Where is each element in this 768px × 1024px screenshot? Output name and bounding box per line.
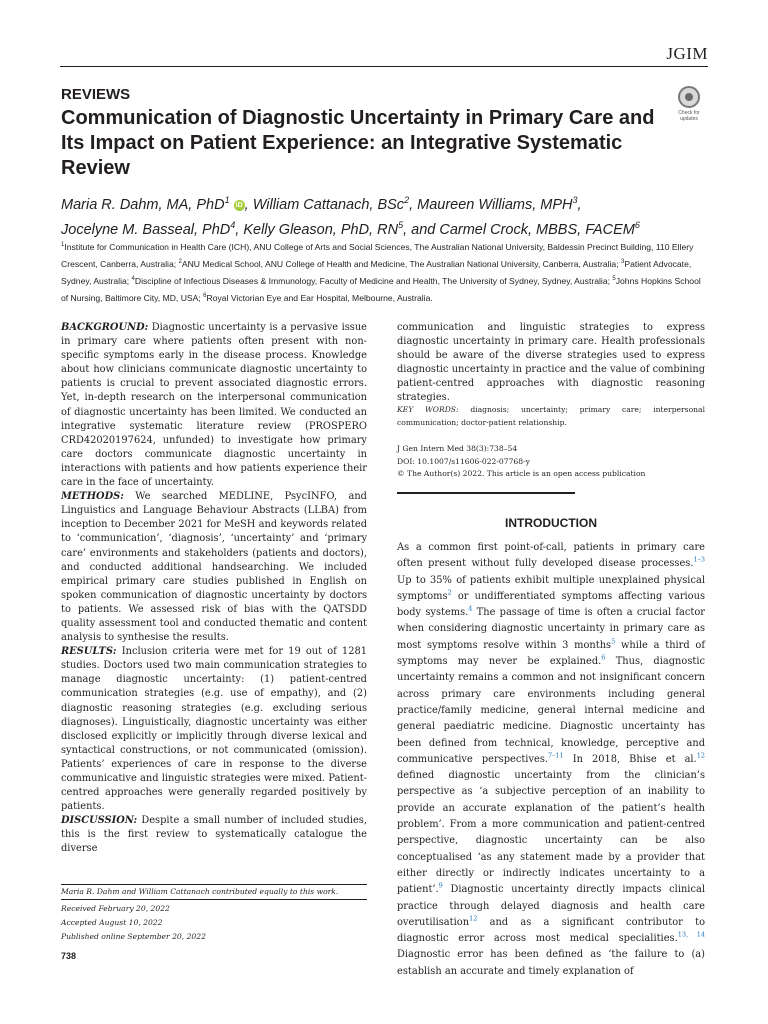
citation-reference[interactable]: 6: [601, 653, 606, 662]
publication-dates: [61, 902, 367, 944]
orcid-icon[interactable]: iD: [235, 201, 243, 209]
author-name: Carmel Crock, MBBS, FACEM: [439, 221, 635, 238]
author-name: Jocelyne M. Basseal, PhD: [61, 221, 231, 238]
introduction-heading: INTRODUCTION: [505, 516, 597, 530]
abstract-discussion: DISCUSSION: Despite a small number of included studies, this is the first review to systematically catalogue the diverse: [61, 815, 367, 855]
page-number: 738: [61, 951, 77, 961]
affiliations: $^1$Institute for Communication in Health Care (ICH), ANU College of Arts and Social Sciences, The Australian National University, Baldessin Precinct Building, 110 Ellery Crescent, Canberra, Australia; $^2$ANU Medical School, ANU College of Health and Medicine, The Australian National University, Canberra, Australia; $^3$Patient Advocate, Sydney, Australia; $^4$Discipline of Infectious Diseases & Immunology, Faculty of Medicine and Health, The University of Sydney, Sydney, Australia; $^5$Johns Hopkins School of Nursing, Baltimore City, MD, USA; $^6$Royal Victorian Eye and Ear Hospital, Melbourne, Australia.: [61, 241, 701, 303]
intro-text: while a third of symptoms may never be explained.: [397, 639, 705, 668]
article-title: Communication of Diagnostic Uncertainty in Primary Care and Its Impact on Patient Experience: an Integrative Systematic Review: [61, 107, 655, 179]
intro-text: In 2018, Bhise et al.: [563, 753, 697, 765]
received-date: Received February 20, 2022: [61, 904, 170, 913]
intro-text: or undifferentiated symptoms affecting various body systems.: [397, 590, 705, 619]
footnote-rule-2: [61, 899, 367, 900]
intro-text: Diagnostic error has been defined as ‘the failure to (a) establish an accurate and timely explanation of: [397, 949, 705, 977]
abstract: [61, 321, 367, 857]
intro-text: As a common first point-of-call, patients in primary care often present without fully developed disease processes.: [397, 542, 705, 570]
check-for-updates-badge[interactable]: [670, 86, 708, 124]
intro-text: The passage of time is often a crucial factor when considering diagnostic uncertainty in primary care as most symptoms resolve within 3 months: [397, 607, 705, 651]
accepted-date: Accepted August 10, 2022: [61, 918, 163, 927]
abstract-results: RESULTS: Inclusion criteria were met for 19 out of 1281 studies. Doctors used two main communication strategies to manage diagnostic uncertainty: (1) patient-centred communication strategies (e.g. use of empathy), and (2) diagnostic reasoning strategies (e.g. excluding serious diagnoses). Linguistically, diagnostic uncertainty was either disclosed explicitly or implicitly through diverse lexical and syntactical constructions, or not communicated (omission). Patients’ experiences of care in response to the diverse communicative and linguistic strategies were mixed. Patient-centred approaches were generally regarded positively by patients.: [61, 646, 367, 813]
keywords: KEY WORDS: diagnosis; uncertainty; primary care; interpersonal communication; doctor-patient relationship.: [397, 405, 705, 427]
citation-reference[interactable]: 13, 14: [677, 930, 705, 939]
intro-text: and as a significant contributor to diagnostic error across most medical specialities.: [397, 916, 705, 945]
header-rule: [60, 66, 708, 67]
intro-text: Up to 35% of patients exhibit multiple unexplained physical symptoms: [397, 574, 705, 602]
citation-reference[interactable]: 4: [468, 604, 473, 613]
author-name: Maureen Williams, MPH: [417, 196, 573, 213]
citation-reference[interactable]: 7–11: [548, 751, 564, 760]
author-list: Maria R. Dahm, MA, PhD$^1$ iD , William Cattanach, BSc$^2$, Maureen Williams, MPH$^3$, Jocelyne M. Basseal, PhD$^4$, Kelly Gleason, PhD, $RN^5$, and Carmel Crock, MBBS, FACEM$^6$: [61, 195, 640, 238]
citation-reference[interactable]: 9: [438, 881, 443, 890]
author-name: Maria R. Dahm, MA, PhD: [61, 196, 225, 213]
author-affiliation-number: 1: [224, 195, 230, 205]
published-date: Published online September 20, 2022: [61, 932, 206, 941]
contribution-note: Maria R. Dahm and William Cattanach contributed equally to this work.: [61, 887, 339, 896]
intro-text: Thus, diagnostic uncertainty remains a common and not insignificant concern across primary care environments including general practice/family medicine, general internal medicine and general paediatric medicine. Diagnostic uncertainty has been defined from technical, knowledge, perceptive and communicative perspectives.: [397, 656, 705, 765]
abstract-background: BACKGROUND: Diagnostic uncertainty is a pervasive issue in primary care where patients often present with non-specific symptoms early in the disease process. Knowledge about how clinicians communicate diagnostic uncertainty to patients is crucial to prevent associated diagnostic errors. Yet, in-depth research on the interpersonal communication of diagnostic uncertainty has been limited. We conducted an integrative systematic literature review (PROSPERO CRD42020197624, unfunded) to investigate how primary care doctors communicate diagnostic uncertainty in interactions with patients and how patients experience their care in the face of uncertainty.: [61, 322, 367, 489]
license-statement: © The Author(s) 2022. This article is an open access publication: [397, 469, 646, 478]
citation-reference[interactable]: 12: [469, 914, 478, 923]
journal-name: JGIM: [666, 44, 708, 63]
citation-reference[interactable]: 2: [447, 588, 452, 597]
abstract-discussion-continued: communication and linguistic strategies to express diagnostic uncertainty in primary care. Health professionals should be aware of the diverse strategies used to express diagnostic uncertainty in practice and the value of combining patient-centred approaches with diagnostic reasoning strategies.: [397, 322, 705, 404]
abstract-divider: [397, 492, 575, 494]
check-updates-label: Check for updates: [678, 110, 700, 122]
footnote-rule: [61, 884, 367, 885]
citation-reference[interactable]: 1–3: [693, 556, 705, 565]
citation-info: [397, 443, 705, 481]
abstract-methods: METHODS: We searched MEDLINE, PsycINFO, and Linguistics and Language Behaviour Abstracts (LLBA) from inception to December 2021 for MeSH and keywords related to ‘communication’, ‘diagnosis’, ‘uncertainty’ and ‘primary care’ environments and stakeholders (patients and doctors), and conducted additional handsearching. We included empirical primary care studies published in English on spoken communication of diagnostic uncertainty by doctors to patients. We assessed risk of bias with the QATSDD quality assessment tool and conducted thematic and content analysis to synthesise the results.: [61, 491, 367, 644]
section-label: REVIEWS: [61, 86, 131, 103]
citation-reference[interactable]: 5: [611, 637, 616, 646]
intro-text: Diagnostic uncertainty directly impacts clinical practice through delayed diagnosis and health care overutilisation: [397, 884, 705, 928]
author-name: Kelly Gleason, PhD, RN: [243, 221, 399, 238]
author-name: William Cattanach, BSc: [252, 196, 405, 213]
intro-text: defined diagnostic uncertainty from the clinician’s perspective as ‘a subjective perception of an inability to provide an accurate explanation of the patient’s health problem’. From a more communication and patient-centred perspective, diagnostic uncertainty can be also conceptualised ‘as any statement made by a provider that either directly or indirectly indicates uncertainty to a patient’.: [397, 770, 705, 896]
introduction-body: [397, 540, 705, 980]
doi-link[interactable]: DOI: 10.1007/s11606-022-07768-y: [397, 456, 530, 466]
check-updates-icon: [678, 86, 700, 108]
citation-reference[interactable]: 12: [696, 751, 705, 760]
journal-reference: J Gen Intern Med 38(3):738–54: [397, 444, 518, 453]
